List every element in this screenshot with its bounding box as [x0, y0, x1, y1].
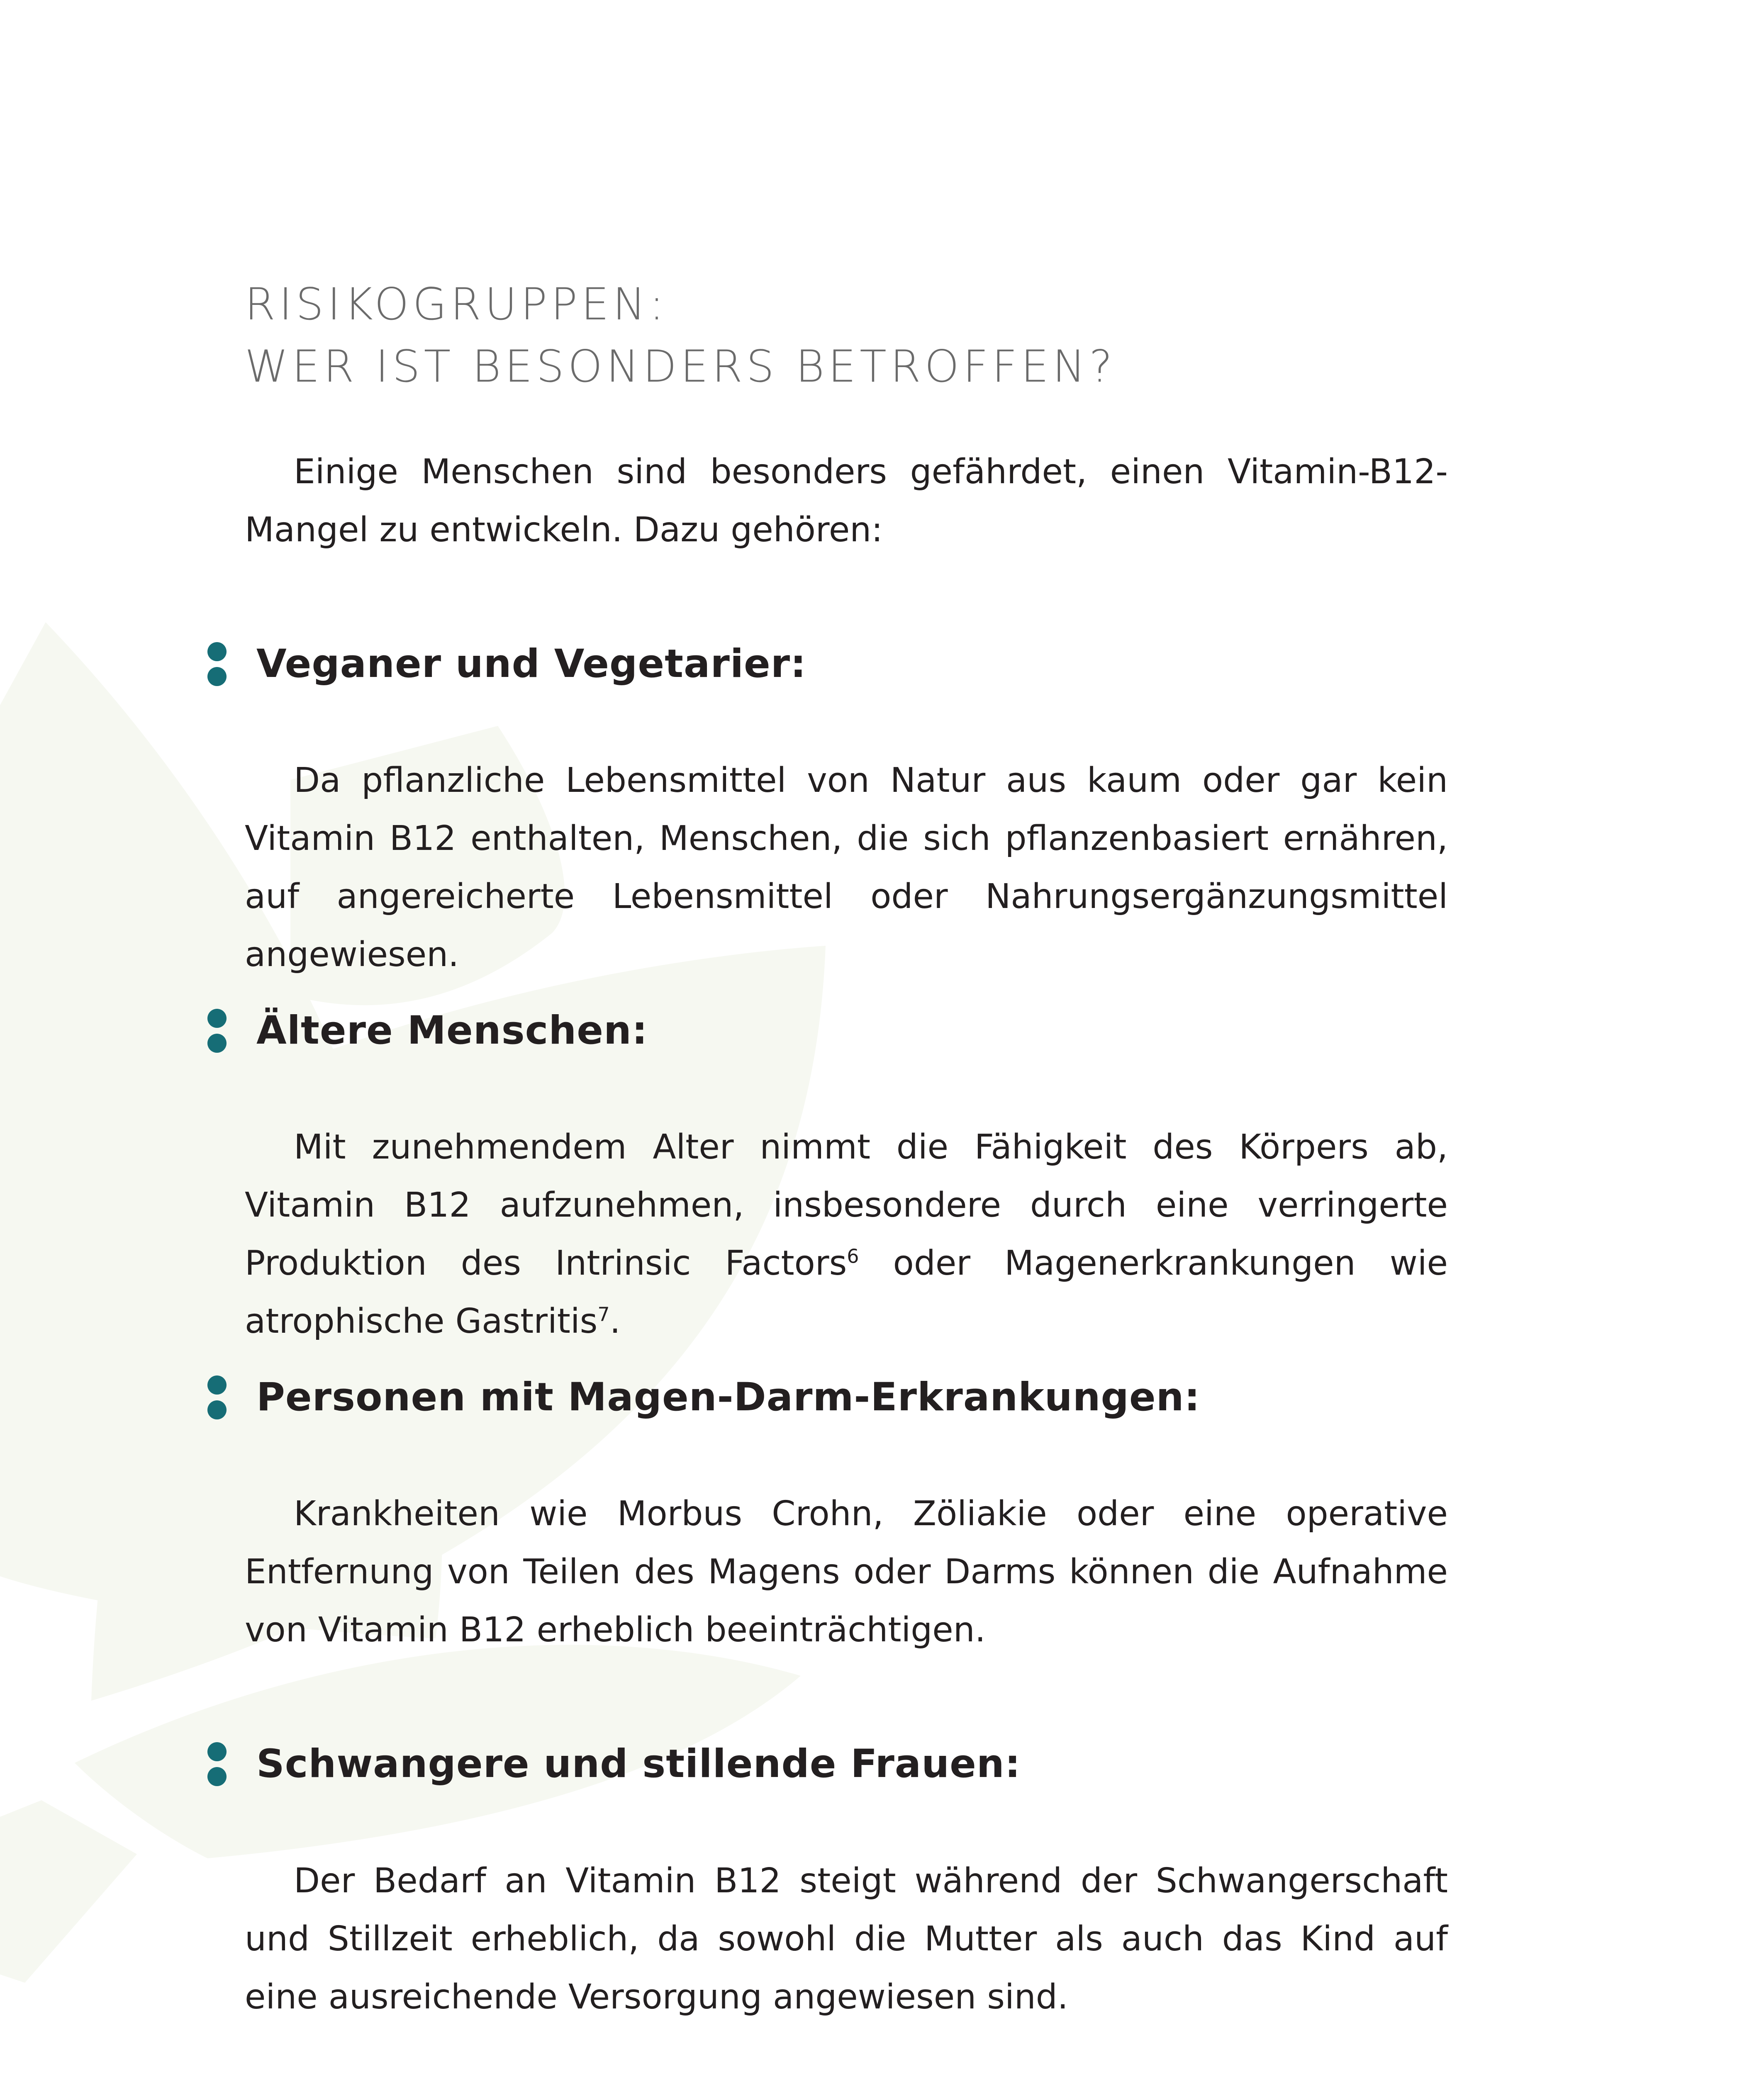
risk-group-heading-text: Ältere Menschen:: [256, 1008, 648, 1053]
page-title-line-1: RISIKOGRUPPEN:: [245, 279, 668, 330]
risk-group-heading-text: Veganer und Vegetarier:: [256, 641, 806, 686]
footnote-ref-6: 6: [847, 1245, 859, 1268]
risk-group-paragraph-pregnant: Der Bedarf an Vitamin B12 steigt während der Schwangerschaft und Stillzeit erheblich, da sowohl die Mutter als auch das Kind auf eine ausreichende Versorgung angewiesen sind.: [245, 1861, 1448, 2017]
intro-paragraph: Einige Menschen sind besonders gefährdet, einen Vitamin-B12-Mangel zu entwickeln. Dazu gehören:: [245, 452, 1448, 550]
bullet-dot: [207, 1009, 227, 1028]
risk-group-paragraph-vegans: Da pflanzliche Lebensmittel von Natur aus kaum oder gar kein Vitamin B12 enthalten, Menschen, die sich pflanzenbasiert ernähren, auf angereicherte Lebensmittel oder Nahrungsergänzungsmittel angewiesen.: [245, 761, 1448, 974]
bullet-dot: [207, 1034, 227, 1053]
risk-group-heading-text: Personen mit Magen-Darm-Erkrankungen:: [256, 1374, 1201, 1420]
paragraph-text: .: [609, 1302, 621, 1341]
bullet-dot: [207, 642, 227, 661]
footnote-ref-7: 7: [597, 1303, 610, 1326]
paragraph-text: oder Magenerkrankungen wie atrophische Gastritis: [245, 1244, 1448, 1341]
risk-group-paragraph-elderly: [245, 1118, 1448, 1351]
risk-group-paragraph-gastro: Krankheiten wie Morbus Crohn, Zöliakie oder eine operative Entfernung von Teilen des Magens oder Darms können die Aufnahme von Vitamin B12 erheblich beeinträchtigen.: [245, 1494, 1448, 1650]
risk-group-heading-vegans: [207, 630, 806, 697]
risk-group-heading-pregnant: [207, 1731, 1021, 1797]
risk-group-heading-gastro: [207, 1364, 1200, 1430]
bullet-dot: [207, 667, 227, 686]
bullet-icon: [207, 1364, 231, 1430]
bullet-dot: [207, 1400, 227, 1419]
bullet-icon: [207, 997, 231, 1064]
paragraph-text: Mit zunehmendem Alter nimmt die Fähigkeit des Körpers ab, Vitamin B12 aufzunehmen, insbesondere durch eine verringerte Produktion des Intrinsic Factors: [245, 1127, 1448, 1283]
bullet-icon: [207, 630, 231, 697]
page-title-line-2: WER IST BESONDERS BETROFFEN?: [245, 341, 1116, 392]
risk-group-heading-elderly: [207, 997, 648, 1064]
bullet-dot: [207, 1375, 227, 1395]
risk-group-heading-text: Schwangere und stillende Frauen:: [256, 1741, 1021, 1787]
bullet-dot: [207, 1742, 227, 1761]
bullet-icon: [207, 1731, 231, 1797]
bullet-dot: [207, 1767, 227, 1786]
